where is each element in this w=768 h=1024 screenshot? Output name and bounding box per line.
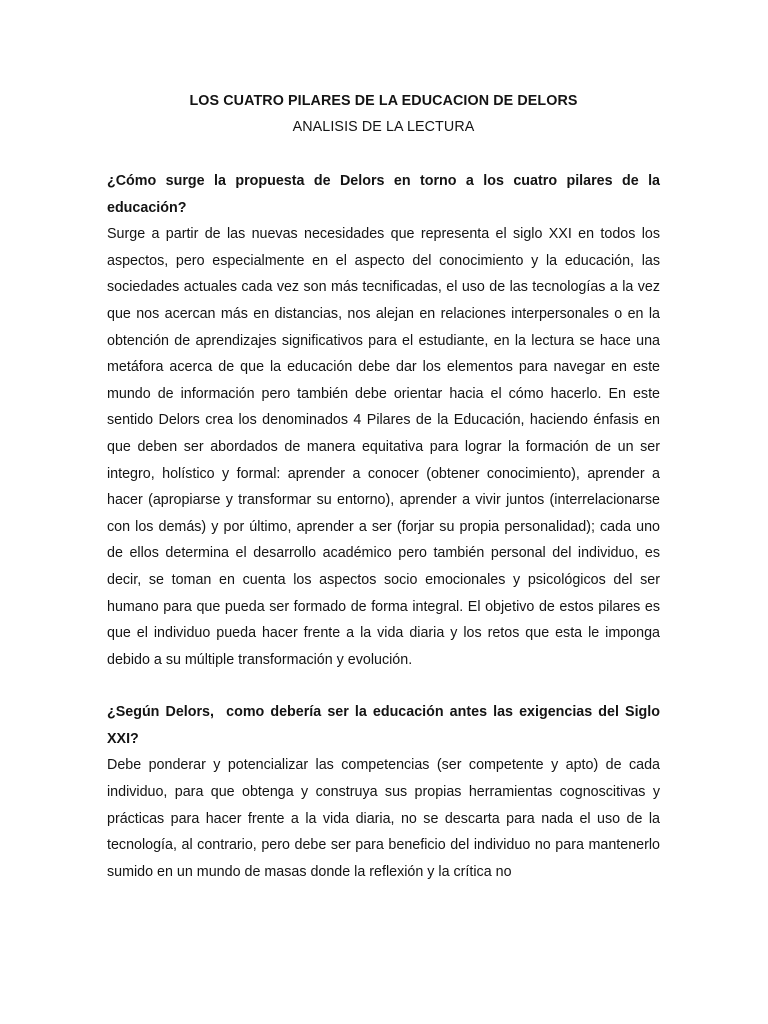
document-subtitle: ANALISIS DE LA LECTURA <box>292 119 475 135</box>
document-title: LOS CUATRO PILARES DE LA EDUCACION DE DELORS <box>189 93 578 109</box>
section-education-21st-century <box>107 699 664 885</box>
question-heading: ¿Cómo surge la propuesta de Delors en torno a los cuatro pilares de la educación? <box>107 173 660 216</box>
document-body <box>107 90 664 885</box>
question-heading: ¿Según Delors, como debería ser la educación antes las exigencias del Siglo XXI? <box>107 704 664 747</box>
answer-paragraph: Debe ponderar y potencializar las competencias (ser competente y apto) de cada individuo, para que obtenga y construya sus propias herramientas cognoscitivas y prácticas para hacer frente a la vida diaria, no se descarta para nada el uso de la tecnología, al contrario, pero debe ser para beneficio del individuo no para mantenerlo sumido en un mundo de masas donde la reflexión y la crítica no <box>107 757 660 880</box>
section-origin-of-proposal <box>107 168 660 673</box>
answer-paragraph: Surge a partir de las nuevas necesidades que representa el siglo XXI en todos los aspectos, pero especialmente en el aspecto del conocimiento y la educación, las sociedades actuales cada vez son más tecnificadas, el uso de las tecnologías a la vez que nos acercan más en distancias, nos alejan en relaciones interpersonales o en la obtención de aprendizajes significativos para el estudiante, en la lectura se hace una metáfora acerca de que la educación debe dar los elementos para navegar en este mundo de información pero también debe orientar hacia el cómo hacerlo. En este sentido Delors crea los denominados 4 Pilares de la Educación, haciendo énfasis en que deben ser abordados de manera equitativa para lograr la formación de un ser integro, holístico y formal: aprender a conocer (obtener conocimiento), aprender a hacer (apropiarse y transformar su entorno), aprender a vivir juntos (interrelacionarse con los demás) y por último, aprender a ser (forjar su propia personalidad); cada uno de ellos determina el desarrollo académico pero también personal del individuo, es decir, se toman en cuenta los aspectos socio emocionales y psicológicos del ser humano para que pueda ser formado de forma integral. El objetivo de estos pilares es que el individuo pueda hacer frente a la vida diaria y los retos que esta le imponga debido a su múltiple transformación y evolución. <box>107 226 660 668</box>
